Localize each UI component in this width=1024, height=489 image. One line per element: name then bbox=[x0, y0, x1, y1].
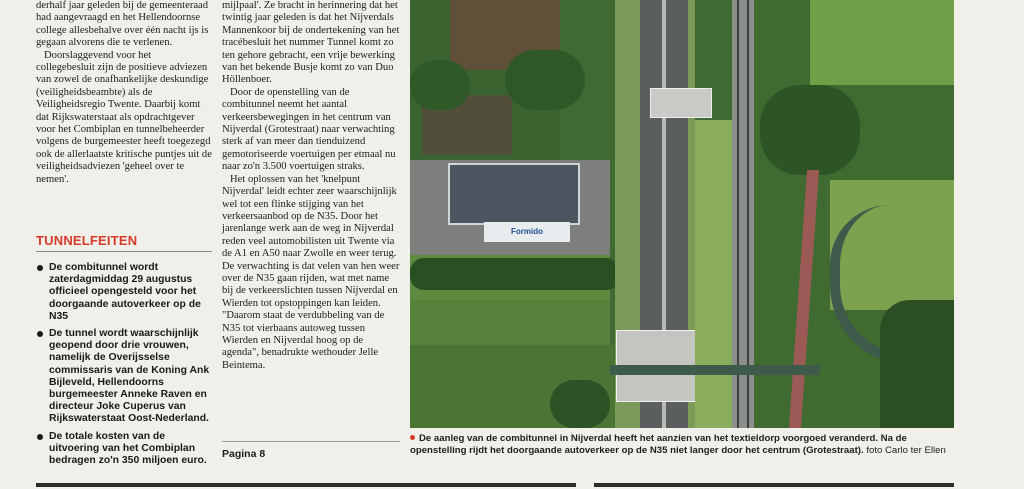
photo-caption bbox=[410, 433, 958, 458]
paragraph: Het oplossen van het 'knelpunt Nijverdal' leidt echter zeer waarschijnlijk wel tot een flinke stijging van het verkeersaanbod op de N35. Door het jarenlange werk aan de weg in Nijverdal reden veel automobilisten uit Twente via de A1 en A50 naar Zwolle en weer terug. De verwachting is dat velen van hen weer over de N35 gaan rijden, wat met name bij de verkeerslichten tussen Nijverdal en Wierden tot opstoppingen kan leiden. "Daarom staat de verdubbeling van de N35 tot vierbaans autoweg tussen Wierden en Nijverdal hoog op de agenda", benadrukte wethouder Jelle Beintema. bbox=[222, 173, 400, 371]
bullet-icon bbox=[410, 435, 415, 440]
paragraph: Doorslaggevend voor het collegebesluit zijn de positieve adviezen van zowel de onafhankelijke deskundige (veiligheidsbeambte) als de Veiligheidsregio Twente. Daarbij komt dat Rijkswaterstaat als opdrachtgever voor het Combiplan en tunnelbeheerder volgens de burgemeester heeft toegezegd ook de allerlaatste kritische puntjes uit de veiligheidsadviezen 'geheel over te nemen'. bbox=[36, 49, 212, 185]
list-item: De totale kosten van de uitvoering van het Combiplan bedragen zo'n 350 miljoen euro. bbox=[36, 431, 216, 468]
meadow bbox=[810, 0, 954, 85]
railway bbox=[732, 0, 754, 428]
caption-text: De aanleg van de combitunnel in Nijverdal heeft het aanzien van het textieldorp voorgoed veranderd. Na de openstelling rijdt het doorgaande autoverkeer op de N35 niet langer door het centrum (Grotestraat). bbox=[410, 433, 907, 457]
facts-list bbox=[36, 262, 216, 472]
article-column-2 bbox=[222, 0, 400, 372]
paragraph: mijlpaal'. Ze bracht in herinnering dat het twintig jaar geleden is dat het Nijverdals Mannenkoor bij de ondertekening van het tracébesluit het nummer Tunnel komt zo ten gehore gebracht, een vrije bewerking van het bekende Busje komt zo van Duo Höllenboer. bbox=[222, 0, 400, 86]
tree-cluster bbox=[550, 380, 610, 428]
paragraph: derhalf jaar geleden bij de gemeenteraad had aangevraagd en het Hellendoornse college allesbehalve over één nacht ijs is gegaan alvorens die te verlenen. bbox=[36, 0, 209, 49]
paragraph: Door de openstelling van de combitunnel neemt het aantal verkeersbewegingen in het centrum van Nijverdal (Grotestraat) naar verwachting sterk af van meer dan tienduizend gemotoriseerde voertuigen per etmaal nu naar zo'n 3.500 voertuigen straks. bbox=[222, 86, 396, 173]
tree-cluster bbox=[880, 300, 954, 428]
field bbox=[695, 120, 735, 428]
divider bbox=[36, 251, 212, 252]
shop-sign: Formido bbox=[484, 222, 570, 242]
divider bbox=[36, 483, 576, 487]
page-number: Pagina 8 bbox=[222, 448, 266, 460]
list-item: De combitunnel wordt zaterdagmiddag 29 augustus officieel opengesteld voor het doorgaande autoverkeer op de N35 bbox=[36, 262, 216, 323]
railway-track bbox=[747, 0, 749, 428]
page-margin bbox=[954, 0, 1024, 489]
divider bbox=[222, 441, 400, 442]
tunnel-entrance bbox=[650, 88, 712, 118]
facts-heading: TUNNELFEITEN bbox=[36, 233, 138, 248]
shop-building bbox=[448, 163, 580, 225]
divider bbox=[594, 483, 954, 487]
article-column-1 bbox=[36, 0, 212, 186]
photo-credit: foto Carlo ter Ellen bbox=[866, 445, 946, 457]
tree-cluster bbox=[410, 60, 470, 110]
list-item: De tunnel wordt waarschijnlijk geopend door drie vrouwen, namelijk de Overijsselse commissaris van de Koning Ank Bijleveld, Hellendoorns burgemeester Anneke Raven en directeur Joke Cuperus van Rijkswaterstaat Oost-Nederland. bbox=[36, 328, 216, 426]
tree-row bbox=[410, 258, 620, 290]
tree-cluster bbox=[760, 85, 860, 175]
tree-cluster bbox=[505, 50, 585, 110]
river bbox=[610, 365, 820, 375]
aerial-photo bbox=[410, 0, 954, 428]
railway-track bbox=[737, 0, 739, 428]
